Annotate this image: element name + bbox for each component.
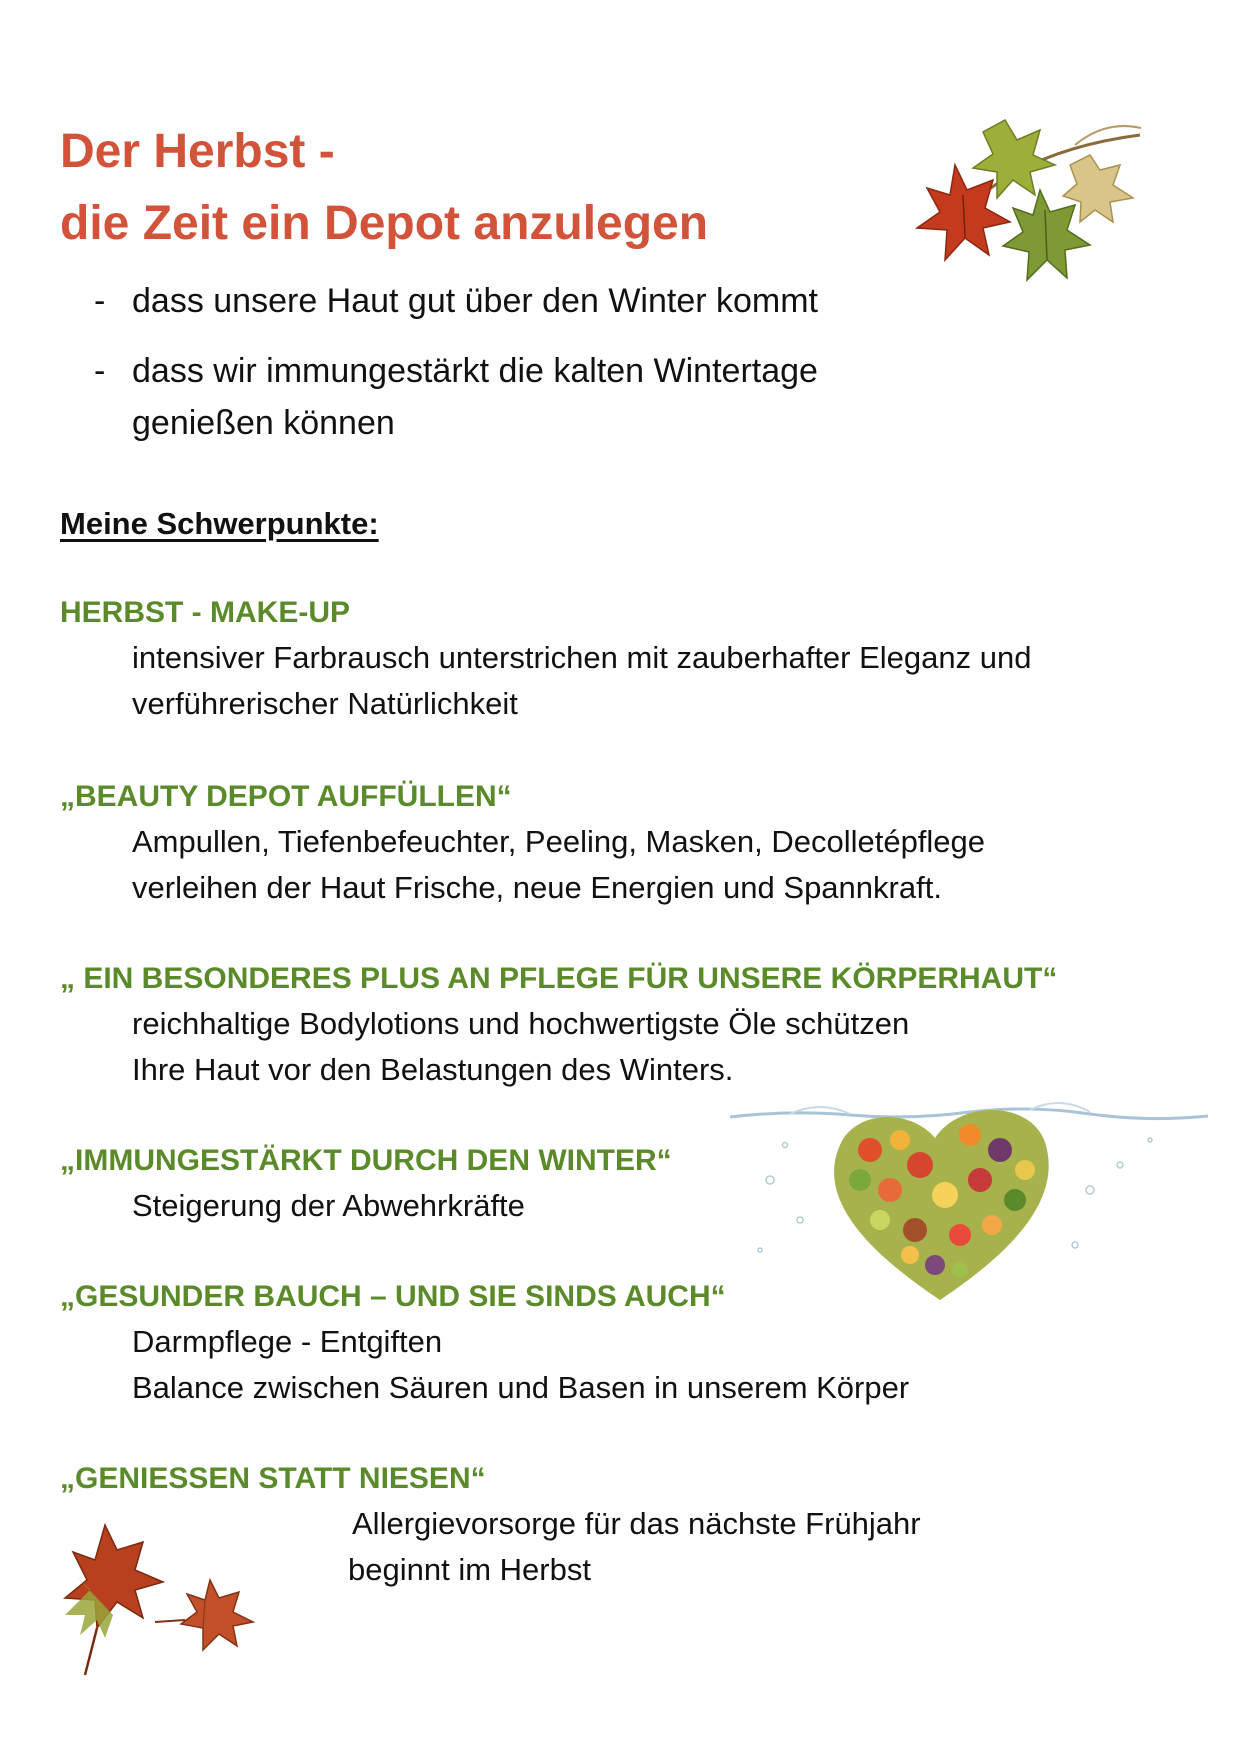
section-title: „GENIESSEN STATT NIESEN“ [60,1462,486,1495]
section-text: verleihen der Haut Frische, neue Energien und Spannkraft. [132,870,942,905]
section-text: Balance zwischen Säuren und Basen in unserem Körper [132,1370,910,1405]
section-title: „ EIN BESONDERES PLUS AN PFLEGE FÜR UNSERE KÖRPERHAUT“ [60,962,1058,995]
section-text: intensiver Farbrausch unterstrichen mit zauberhafter Eleganz und [132,640,1032,675]
section-title: „GESUNDER BAUCH – UND SIE SINDS AUCH“ [60,1280,726,1313]
section-text: Ampullen, Tiefenbefeuchter, Peeling, Masken, Decolletépflege [132,824,986,859]
section-text: Darmpflege - Entgiften [132,1324,443,1359]
section-text: Ihre Haut vor den Belastungen des Winters. [132,1052,734,1087]
page-title-line-1: Der Herbst - [60,125,335,178]
section-text: verführerischer Natürlichkeit [132,686,518,721]
section-text: Steigerung der Abwehrkräfte [132,1188,525,1223]
bullet-text: genießen können [132,404,395,442]
bullet-text: dass unsere Haut gut über den Winter kommt [132,282,818,320]
section-text: reichhaltige Bodylotions und hochwertigste Öle schützen [132,1006,910,1041]
fruit-heart-splash-image [730,1070,1210,1320]
section-text: Allergievorsorge für das nächste Frühjahr [352,1506,921,1541]
subheading: Meine Schwerpunkte: [60,506,379,541]
section-text: beginnt im Herbst [348,1552,591,1587]
autumn-leaves-icon [35,1520,265,1680]
section-title: „IMMUNGESTÄRKT DURCH DEN WINTER“ [60,1144,672,1177]
section-title: „BEAUTY DEPOT AUFFÜLLEN“ [60,780,512,813]
bullet-dash: - [94,282,106,320]
bullet-text: dass wir immungestärkt die kalten Wintertage [132,352,818,390]
section-title: HERBST - MAKE-UP [60,596,350,629]
bullet-dash: - [94,352,106,390]
page-title-line-2: die Zeit ein Depot anzulegen [60,197,709,250]
autumn-leaves-icon [905,110,1145,285]
